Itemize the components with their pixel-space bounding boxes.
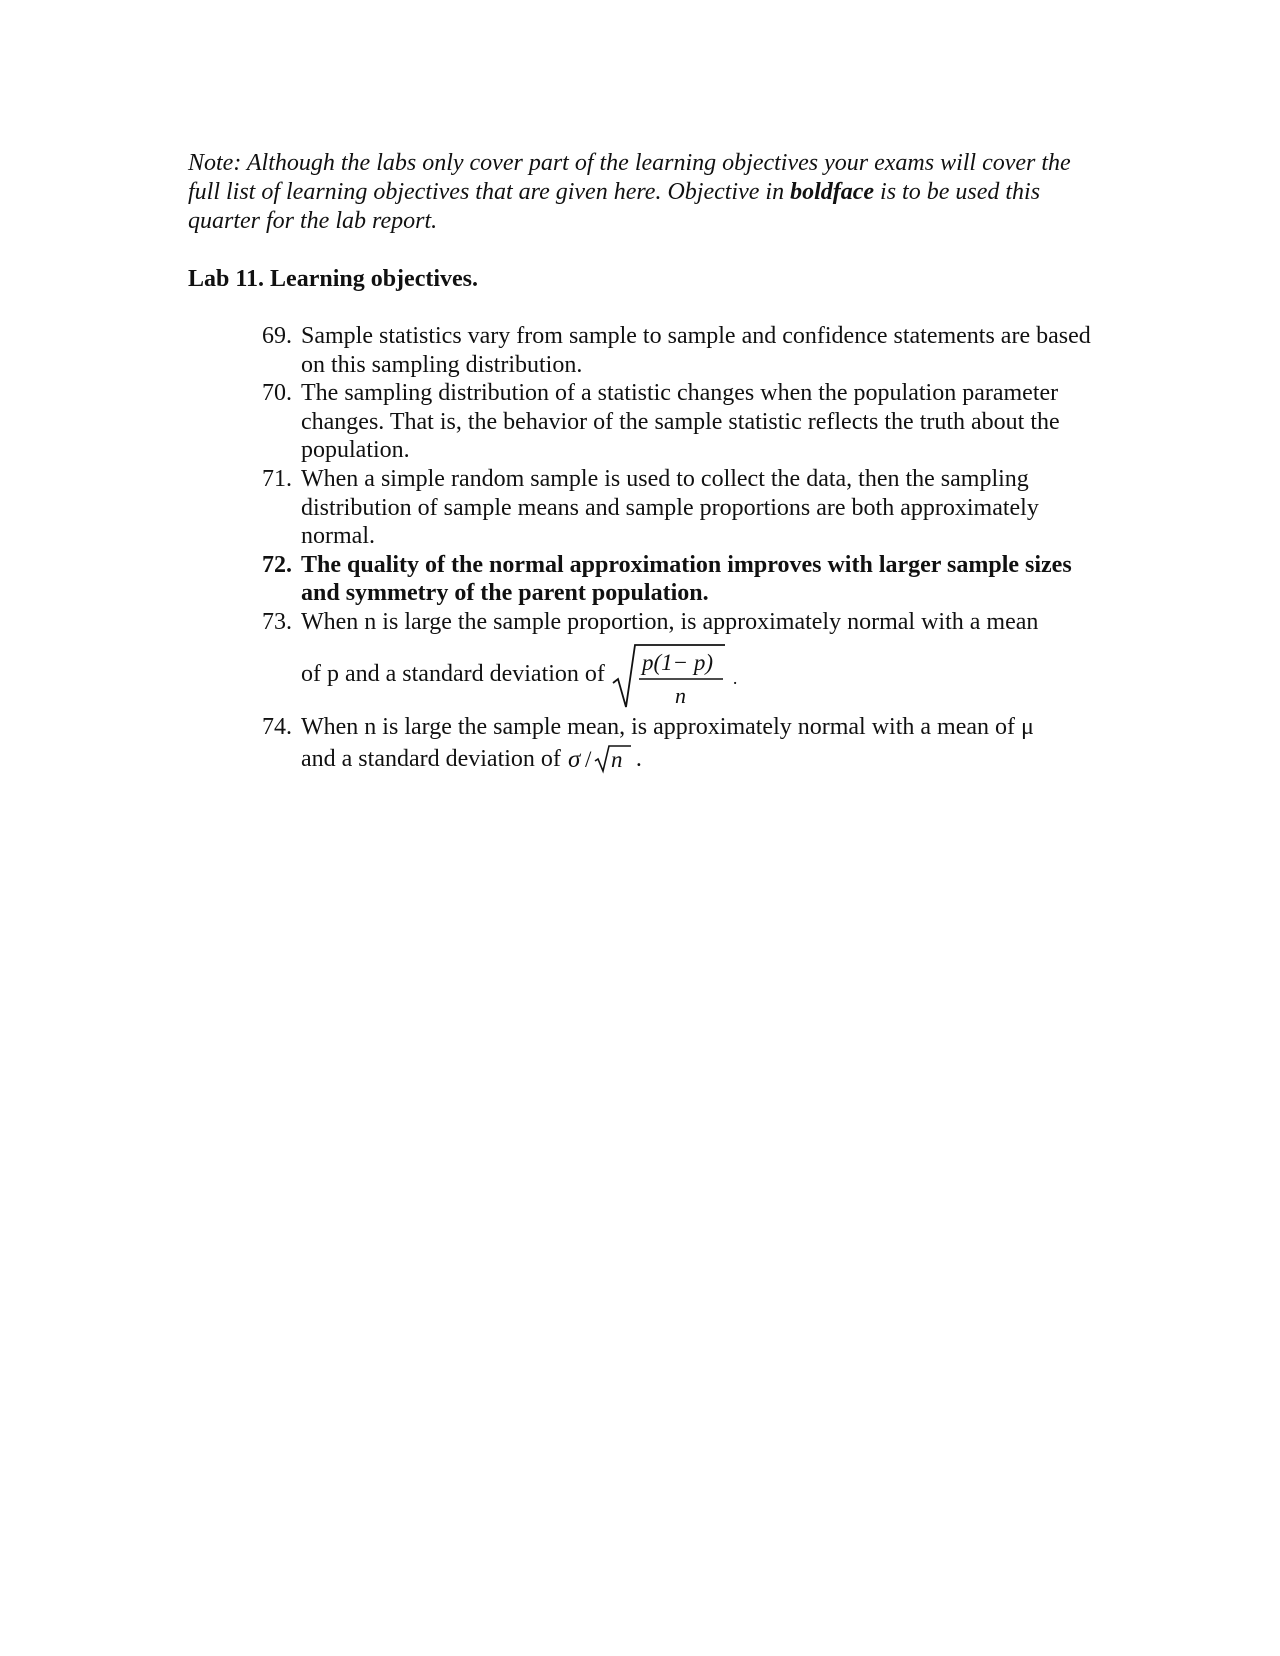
objective-text-line2: of p and a standard deviation of bbox=[301, 661, 605, 688]
objectives-list bbox=[262, 322, 1092, 777]
note-text-suffix: is to be used this quarter for the lab report. bbox=[188, 179, 1041, 234]
objective-number: 72. bbox=[262, 551, 292, 578]
std-dev-proportion-formula bbox=[611, 639, 729, 711]
std-dev-mean-formula bbox=[567, 742, 633, 776]
objective-number: 71. bbox=[262, 465, 292, 492]
objective-70 bbox=[262, 379, 1092, 465]
formula-denominator: n bbox=[674, 682, 686, 708]
objective-72 bbox=[262, 551, 1092, 608]
note-bold-word: boldface bbox=[790, 179, 875, 205]
objective-text: Sample statistics vary from sample to sample and confidence statements are based on this sampling distribution. bbox=[301, 323, 1091, 378]
formula-sigma: σ bbox=[567, 746, 581, 774]
objective-text-line2: and a standard deviation of bbox=[301, 745, 561, 772]
objective-74 bbox=[262, 713, 1092, 778]
objective-71 bbox=[262, 465, 1092, 551]
objective-text-line1: When n is large the sample mean, is approximately normal with a mean of μ bbox=[301, 713, 1034, 740]
objective-number: 73. bbox=[262, 608, 292, 635]
objective-number: 70. bbox=[262, 380, 292, 407]
objective-73 bbox=[262, 608, 1092, 713]
objective-number: 74. bbox=[262, 713, 292, 740]
formula-numerator: p(1− p) bbox=[641, 649, 713, 675]
objective-73-formula-line bbox=[301, 637, 1092, 713]
formula-slash: / bbox=[584, 747, 592, 773]
sigma-over-root-n bbox=[567, 742, 633, 776]
section-heading: Lab 11. Learning objectives. bbox=[188, 266, 479, 292]
objective-69 bbox=[262, 322, 1092, 379]
sqrt-fraction-formula bbox=[611, 639, 729, 711]
objective-74-formula-line bbox=[301, 741, 1092, 777]
note-paragraph bbox=[188, 149, 1088, 236]
objective-text: The sampling distribution of a statistic changes when the population parameter changes. That is, the behavior of the sample statistic reflects the truth about the population. bbox=[301, 380, 1060, 464]
note-text-prefix: Note: Although the labs only cover part of the learning objectives your exams will cover the full list of learning objectives that are given here. Objective in bbox=[188, 150, 1071, 205]
formula-trailing-period: . bbox=[732, 668, 738, 689]
objective-number: 69. bbox=[262, 323, 292, 349]
objective-text-line1: When n is large the sample proportion, is approximately normal with a mean bbox=[301, 608, 1039, 635]
objective-text: When a simple random sample is used to collect the data, then the sampling distribution of sample means and sample proportions are both approximately normal. bbox=[301, 465, 1039, 550]
objective-text: The quality of the normal approximation improves with larger sample sizes and symmetry of the parent population. bbox=[301, 551, 1072, 607]
formula-trailing-period: . bbox=[635, 745, 642, 772]
formula-n: n bbox=[610, 747, 623, 773]
